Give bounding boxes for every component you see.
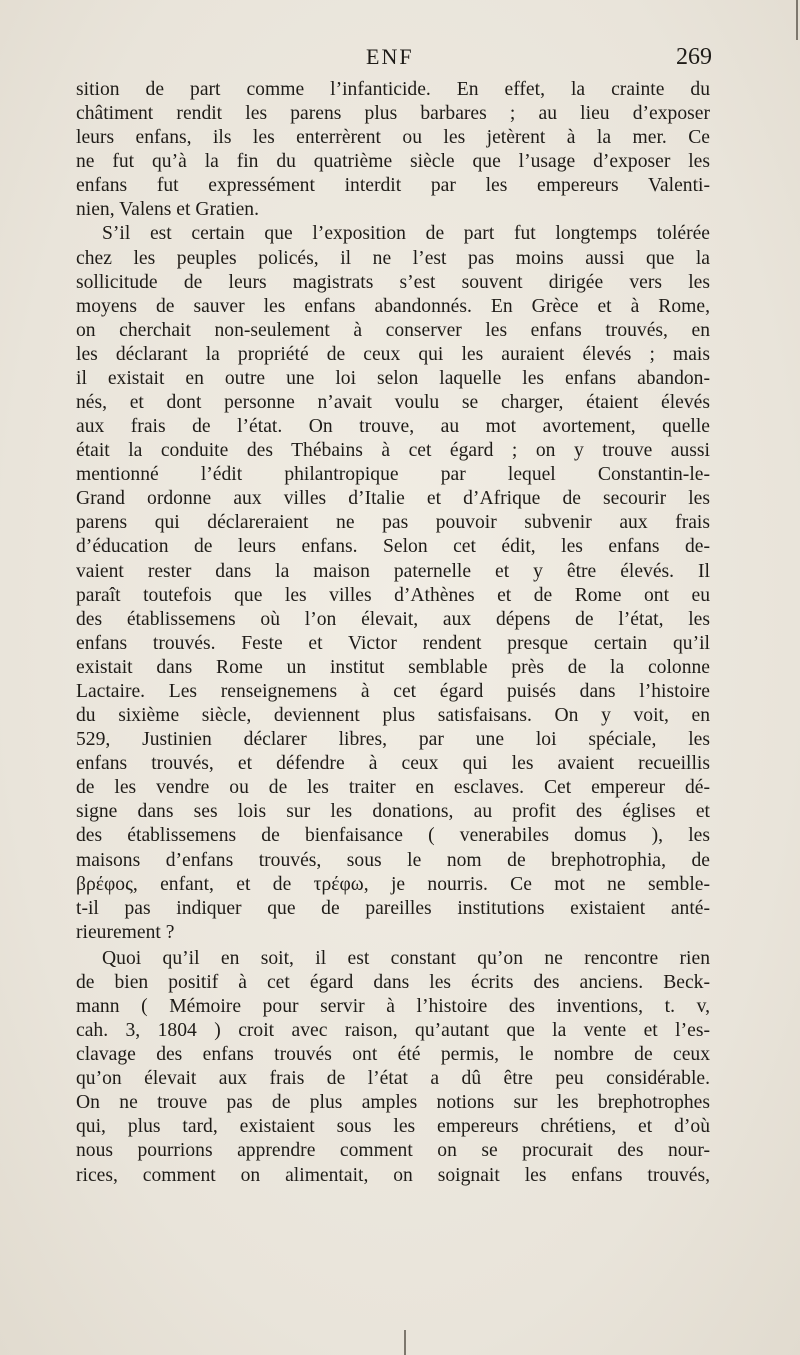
text-line: qu’on élevait aux frais de l’état a dû être peu considérable.: [76, 1068, 710, 1090]
text-line: aux frais de l’état. On trouve, au mot avortement, quelle: [76, 416, 710, 438]
text-line: était la conduite des Thébains à cet égard ; on y trouve aussi: [76, 440, 710, 462]
text-line: chez les peuples policés, il ne l’est pas moins aussi que la: [76, 247, 710, 269]
paragraph: [76, 222, 710, 944]
text-line: enfans trouvés, et défendre à ceux qui les avaient recueillis: [76, 753, 710, 775]
paragraph: [76, 947, 710, 1188]
running-head: ENF: [366, 44, 414, 69]
text-line: βρέφος, enfant, et de τρέφω, je nourris. Ce mot ne semble-: [76, 873, 710, 895]
text-line: de les vendre ou de les traiter en esclaves. Cet empereur dé-: [76, 777, 710, 799]
text-line: leurs enfans, ils les enterrèrent ou les jetèrent à la mer. Ce: [76, 127, 710, 149]
text-line: des établissemens de bienfaisance ( venerabiles domus ), les: [76, 825, 710, 847]
text-line: clavage des enfans trouvés ont été permis, le nombre de ceux: [76, 1044, 710, 1066]
text-line: vaient rester dans la maison paternelle et y être élevés. Il: [76, 560, 710, 582]
text-line: 529, Justinien déclarer libres, par une loi spéciale, les: [76, 729, 710, 751]
text-line: enfans trouvés. Feste et Victor rendent presque certain qu’il: [76, 632, 710, 654]
text-line: qui, plus tard, existaient sous les empereurs chrétiens, et d’où: [76, 1116, 710, 1138]
text-line: paraît toutefois que les villes d’Athènes et de Rome ont eu: [76, 584, 710, 606]
text-line: il existait en outre une loi selon laquelle les enfans abandon-: [76, 367, 710, 389]
text-line: maisons d’enfans trouvés, sous le nom de brephotrophia, de: [76, 849, 710, 871]
page-number: 269: [676, 44, 712, 70]
text-line: cah. 3, 1804 ) croit avec raison, qu’autant que la vente et l’es-: [76, 1020, 710, 1042]
text-line: les déclarant la propriété de ceux qui les auraient élevés ; mais: [76, 343, 710, 365]
text-line: Grand ordonne aux villes d’Italie et d’Afrique de secourir les: [76, 488, 710, 510]
text-line: nés, et dont personne n’avait voulu se charger, étaient élevés: [76, 392, 710, 414]
text-line: de bien positif à cet égard dans les écrits des anciens. Beck-: [76, 971, 710, 993]
paragraph: [76, 78, 710, 222]
text-line: châtiment rendit les parens plus barbares ; au lieu d’exposer: [76, 103, 710, 125]
margin-mark: [796, 0, 798, 40]
text-line: rieurement ?: [76, 921, 175, 943]
page-header: [0, 44, 800, 78]
text-line: Quoi qu’il en soit, il est constant qu’on ne rencontre rien: [102, 947, 710, 969]
text-line: On ne trouve pas de plus amples notions sur les brephotrophes: [76, 1092, 710, 1114]
text-line: enfans fut expressément interdit par les empereurs Valenti-: [76, 175, 710, 197]
text-line: parens qui déclareraient ne pas pouvoir subvenir aux frais: [76, 512, 710, 534]
text-line: S’il est certain que l’exposition de part fut longtemps tolérée: [102, 223, 710, 245]
text-line: du sixième siècle, deviennent plus satisfaisans. On y voit, en: [76, 705, 710, 727]
text-line: rices, comment on alimentait, on soignait les enfans trouvés,: [76, 1164, 710, 1186]
text-line: sollicitude de leurs magistrats s’est souvent dirigée vers les: [76, 271, 710, 293]
text-line: nien, Valens et Gratien.: [76, 199, 260, 221]
text-line: d’éducation de leurs enfans. Selon cet édit, les enfans de-: [76, 536, 710, 558]
text-line: moyens de sauver les enfans abandonnés. En Grèce et à Rome,: [76, 295, 710, 317]
text-line: sition de part comme l’infanticide. En effet, la crainte du: [76, 79, 710, 100]
text-line: on cherchait non-seulement à conserver les enfans trouvés, en: [76, 319, 710, 341]
margin-mark: [404, 1330, 406, 1355]
text-line: signe dans ses lois sur les donations, au profit des églises et: [76, 801, 710, 823]
text-line: Lactaire. Les renseignemens à cet égard puisés dans l’histoire: [76, 680, 710, 702]
text-line: nous pourrions apprendre comment on se procurait des nour-: [76, 1140, 710, 1162]
body-text: [76, 78, 710, 1188]
text-line: des établissemens où l’on élevait, aux dépens de l’état, les: [76, 608, 710, 630]
text-line: t-il pas indiquer que de pareilles institutions existaient anté-: [76, 897, 710, 919]
text-line: mann ( Mémoire pour servir à l’histoire des inventions, t. v,: [76, 995, 710, 1017]
text-line: existait dans Rome un institut semblable près de la colonne: [76, 656, 710, 678]
text-line: mentionné l’édit philantropique par lequel Constantin-le-: [76, 464, 710, 486]
text-line: ne fut qu’à la fin du quatrième siècle que l’usage d’exposer les: [76, 151, 710, 173]
